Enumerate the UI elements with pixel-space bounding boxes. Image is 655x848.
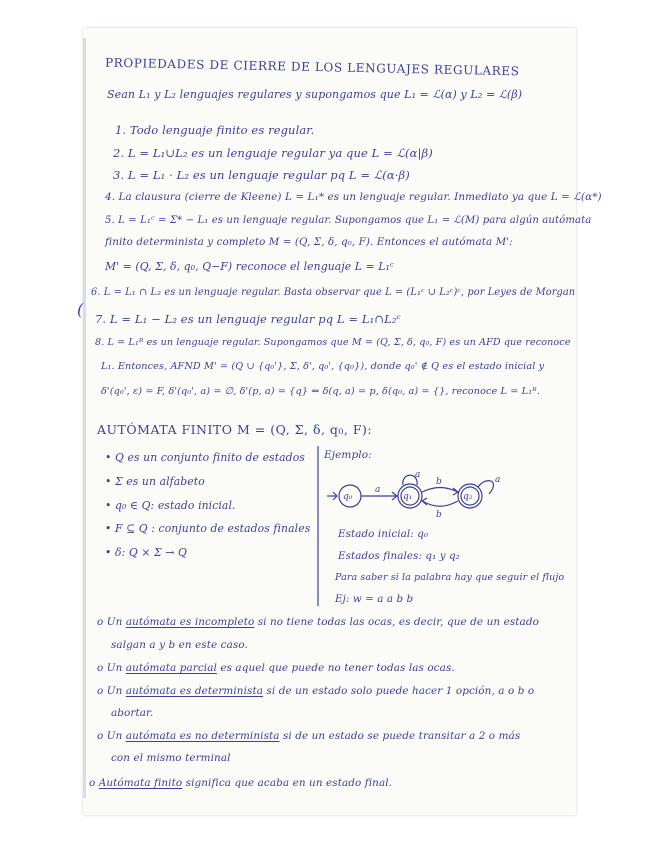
term-no-determinista: autómata es no determinista <box>125 730 280 742</box>
note-deterministic: o Un autómata es determinista si de un estado solo puede hacer 1 opción, a o b o <box>97 685 535 697</box>
loop-q2 <box>478 481 493 494</box>
example-label: Ejemplo: <box>324 449 372 461</box>
property-8-cont: L₁. Entonces, AFND M' = (Q ∪ {q₀'}, Σ, δ', q₀', {q₀}), donde q₀' ∉ Q es el estado inicial y <box>101 361 545 372</box>
state-label-q1: q₁ <box>403 492 413 502</box>
note-incomplete: o Un autómata es incompleto si no tiene todas las ocas, es decir, que de un estado <box>97 616 539 628</box>
edge-label-q1-q2: b <box>436 477 442 487</box>
example-word: Ej: w = a a b b <box>335 593 414 605</box>
property-2: 2. L = L₁∪L₂ es un lenguaje regular ya que L = ℒ(α|β) <box>113 146 433 160</box>
property-3: 3. L = L₁ · L₂ es un lenguaje regular pq L = ℒ(α·β) <box>113 168 410 182</box>
note-deterministic-cont: abortar. <box>111 707 154 719</box>
property-7: 7. L = L₁ − L₂ es un lenguaje regular pq L = L₁∩L₂ᶜ <box>95 312 401 326</box>
note-nondeterministic-cont: con el mismo terminal <box>111 752 231 764</box>
column-divider <box>317 446 319 606</box>
margin-bracket: ( <box>77 300 84 319</box>
def-alphabet: • Σ es un alfabeto <box>105 475 205 488</box>
edge-label-loop-q2: a <box>495 475 501 485</box>
term-parcial: autómata parcial <box>125 662 217 674</box>
def-delta: • δ: Q × Σ → Q <box>105 546 187 559</box>
property-4: 4. La clausura (cierre de Kleene) L = L₁* es un lenguaje regular. Inmediato ya que L = ℒ(α*) <box>105 191 602 203</box>
automaton-diagram <box>323 468 548 524</box>
property-5-automaton: M' = (Q, Σ, δ, q₀, Q−F) reconoce el lenguaje L = L₁ᶜ <box>105 260 394 273</box>
def-initial: • q₀ ∈ Q: estado inicial. <box>105 499 236 512</box>
note-finite: o Autómata finito significa que acaba en un estado final. <box>89 777 393 789</box>
notebook-page <box>77 28 602 815</box>
def-final: • F ⊆ Q : conjunto de estados finales <box>105 522 311 535</box>
edge-label-q0-q1: a <box>375 485 381 495</box>
note-partial: o Un autómata parcial es aquel que puede no tener todas las ocas. <box>97 662 455 674</box>
property-5: 5. L = L₁ᶜ = Σ* − L₁ es un lenguaje regular. Supongamos que L₁ = ℒ(M) para algún autómata <box>105 215 592 226</box>
page-title: PROPIEDADES DE CIERRE DE LOS LENGUAJES REGULARES <box>104 55 520 79</box>
note-nondeterministic: o Un autómata es no determinista si de un estado se puede transitar a 2 o más <box>97 730 521 742</box>
edge-q2-q1 <box>422 501 458 506</box>
property-6: 6. L = L₁ ∩ L₂ es un lenguaje regular. Basta observar que L = (L₁ᶜ ∪ L₂ᶜ)ᶜ, por Leyes de Morgan <box>91 287 576 298</box>
def-states: • Q es un conjunto finito de estados <box>105 451 305 464</box>
term-finito: Autómata finito <box>98 777 183 789</box>
property-5-cont: finito determinista y completo M = (Q, Σ, δ, q₀, F). Entonces el autómata M': <box>105 236 513 248</box>
edge-label-loop-q1: a <box>415 470 421 480</box>
example-initial: Estado inicial: q₀ <box>338 528 429 540</box>
property-1: 1. Todo lenguaje finito es regular. <box>115 123 315 137</box>
automata-heading: AUTÓMATA FINITO M = (Q, Σ, δ, q₀, F): <box>97 422 373 437</box>
example-finals: Estados finales: q₁ y q₂ <box>338 550 460 562</box>
property-8: 8. L = L₁ᴿ es un lenguaje regular. Supongamos que M = (Q, Σ, δ, q₀, F) es un AFD que reconoce <box>95 337 571 348</box>
property-8-delta: δ'(q₀', ε) = F, δ'(q₀', a) = ∅, δ'(p, a) = {q} ⇔ δ(q, a) = p, δ(q₀, a) = {}, reconoce L = L₁ᴿ. <box>101 386 541 397</box>
edge-label-q2-q1: b <box>436 510 442 520</box>
state-label-q0: q₀ <box>343 492 353 502</box>
page-edge <box>83 38 86 798</box>
term-incompleto: autómata es incompleto <box>125 616 255 628</box>
example-note: Para saber si la palabra hay que seguir el flujo <box>335 572 565 583</box>
state-label-q2: q₂ <box>463 492 473 502</box>
note-incomplete-cont: salgan a y b en este caso. <box>111 639 248 651</box>
edge-q1-q2 <box>422 488 458 493</box>
term-determinista: autómata es determinista <box>125 685 264 697</box>
intro-line: Sean L₁ y L₂ lenguajes regulares y supongamos que L₁ = ℒ(α) y L₂ = ℒ(β) <box>107 88 523 101</box>
